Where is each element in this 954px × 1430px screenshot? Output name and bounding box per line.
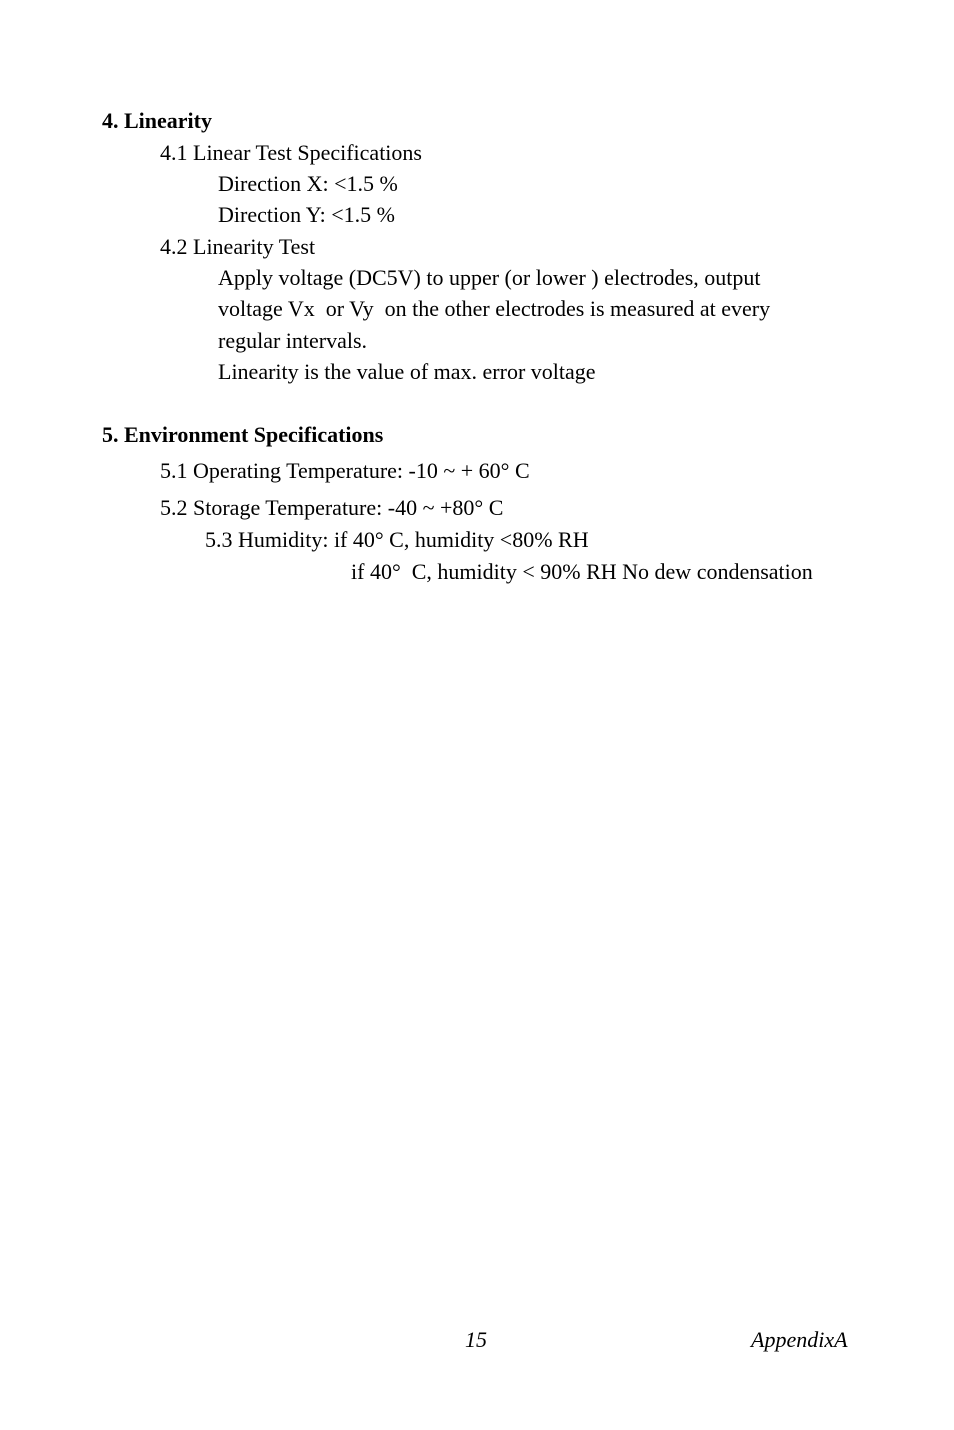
paragraph-line: Linearity is the value of max. error voltage (218, 359, 596, 384)
subsection-title-linear-test-specs: 4.1 Linear Test Specifications (160, 140, 422, 165)
subsection-title-linearity-test: 4.2 Linearity Test (160, 234, 316, 259)
section-heading-linearity: 4. Linearity (102, 108, 212, 133)
spec-humidity: 5.3 Humidity: if 40° C, humidity <80% RH (205, 527, 589, 552)
paragraph-line: regular intervals. (218, 328, 368, 353)
spec-humidity-continued: if 40° C, humidity < 90% RH No dew condensation (351, 559, 813, 584)
paragraph-line: Apply voltage (DC5V) to upper (or lower ) electrodes, output (218, 265, 761, 290)
spec-direction-x: Direction X: <1.5 % (218, 171, 398, 196)
spec-operating-temperature: 5.1 Operating Temperature: -10 ~ + 60° C (160, 458, 530, 483)
paragraph-line: voltage Vx or Vy on the other electrodes is measured at every (218, 296, 771, 321)
spec-storage-temperature: 5.2 Storage Temperature: -40 ~ +80° C (160, 495, 504, 520)
page-number: 15 (465, 1327, 487, 1352)
spec-direction-y: Direction Y: <1.5 % (218, 202, 395, 227)
section-heading-environment: 5. Environment Specifications (102, 422, 384, 447)
footer-section-label: AppendixA (751, 1327, 848, 1352)
